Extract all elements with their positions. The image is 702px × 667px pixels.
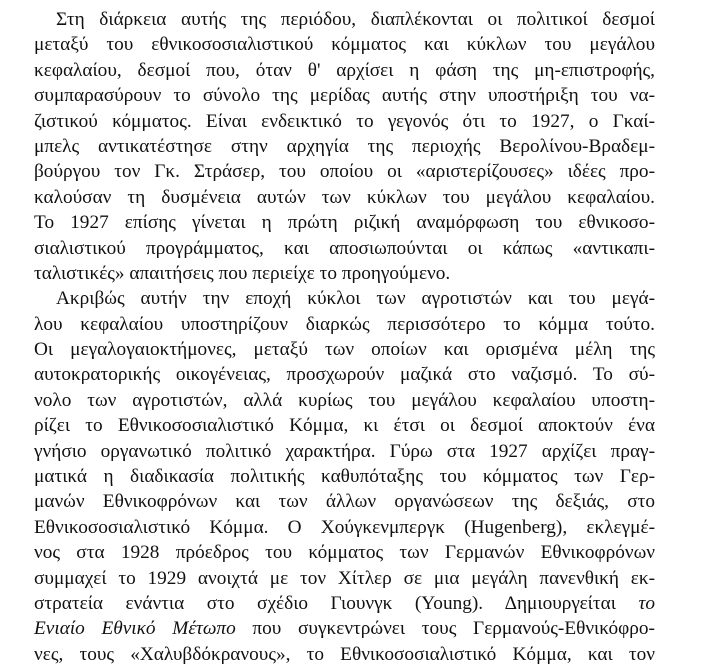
text-segment: Οι μεγαλογαιοκτήμονες, μεταξύ των οποίων και ορισμένα μέλη της — [34, 339, 655, 361]
text-line — [34, 540, 655, 565]
text-segment: μπελς αντικατέστησε στην αρχηγία της περιοχής Βερολίνου-Βραδεμ- — [34, 135, 655, 157]
text-segment: συμμαχεί το 1929 ανοιχτά με τον Χίτλερ σε μια μεγάλη πανενθική εκ- — [34, 567, 655, 589]
text-line — [34, 109, 655, 134]
text-line — [34, 642, 655, 667]
text-segment: ρίζει το Εθνικοσοσιαλιστικό Κόμμα, κι έτσι οι δεσμοί αποκτούν ένα — [34, 415, 655, 437]
text-line — [34, 261, 655, 286]
text-line — [34, 286, 655, 311]
text-line — [34, 591, 655, 616]
text-line — [34, 337, 655, 362]
document-page — [34, 7, 655, 667]
text-segment: ταλιστικές» απαιτήσεις που περιείχε το προηγούμενο. — [34, 262, 451, 284]
text-line — [34, 362, 655, 387]
text-segment: Ακριβώς αυτήν την εποχή κύκλοι των αγροτιστών και του μεγά- — [56, 288, 655, 310]
text-segment: νολο των αγροτιστών, αλλά κυρίως του μεγάλου κεφαλαίου υποστη- — [34, 389, 655, 411]
text-line — [34, 210, 655, 235]
text-line — [34, 185, 655, 210]
text-line — [34, 566, 655, 591]
text-line — [34, 489, 655, 514]
text-segment: νος στα 1928 πρόεδρος του κόμματος των Γερμανών Εθνικοφρόνων — [34, 542, 655, 564]
text-segment: Στη διάρκεια αυτής της περιόδου, διαπλέκονται οι πολιτικοί δεσμοί — [56, 9, 655, 30]
text-line — [34, 159, 655, 184]
text-segment: καλούσαν τη δυσμένεια αυτών των κύκλων του μεγάλου κεφαλαίου. — [34, 186, 655, 208]
text-segment: λου κεφαλαίου υποστηρίζουν διαρκώς περισσότερο το κόμμα τούτο. — [34, 313, 655, 335]
italic-text: το — [638, 592, 655, 614]
text-segment: ματικά η διαδικασία πολιτικής καθυπόταξης του κόμματος των Γερ- — [34, 466, 655, 488]
text-segment: σιαλιστικού προγράμματος, και αποσιωπούνται οι κάπως «αντικαπι- — [34, 237, 655, 259]
text-line — [34, 464, 655, 489]
text-line — [34, 312, 655, 337]
text-line — [34, 388, 655, 413]
text-segment: μανών Εθνικοφρόνων και των άλλων οργανώσεων της δεξιάς, στο — [34, 491, 655, 513]
text-segment: γνήσιο οργανωτικό πολιτικό χαρακτήρα. Γύρω στα 1927 αρχίζει πραγ- — [34, 440, 655, 462]
text-segment: που συγκεντρώνει τους Γερμανούς-Εθνικόφρο- — [235, 618, 655, 640]
text-segment: ζιστικού κόμματος. Είναι ενδεικτικό το γεγονός ότι το 1927, ο Γκαί- — [34, 110, 655, 132]
text-line — [34, 236, 655, 261]
text-segment: κεφαλαίου, δεσμοί που, όταν θ' αρχίσει η φάση της μη-επιστροφής, — [34, 59, 655, 81]
text-line — [34, 58, 655, 83]
text-line — [34, 32, 655, 57]
text-segment: βούργου τον Γκ. Στράσερ, του οποίου οι «αριστερίζουσες» ιδέες προ- — [34, 161, 655, 183]
text-line — [34, 134, 655, 159]
text-line — [34, 83, 655, 108]
text-line — [34, 616, 655, 641]
text-segment: συμπαρασύρουν το σύνολο της μερίδας αυτής στην υποστήριξη του να- — [34, 85, 655, 107]
text-segment: νες, τους «Χαλυβδόκρανους», το Εθνικοσοσιαλιστικό Κόμμα, και τον — [34, 643, 655, 665]
text-segment: αυτοκρατορικής οικογένειας, προσχωρούν μαζικά στο ναζισμό. Το σύ- — [34, 364, 655, 386]
text-segment: στρατεία ενάντια στο σχέδιο Γιουνγκ (Young). Δημιουργείται — [34, 592, 639, 614]
text-line — [34, 515, 655, 540]
text-line — [34, 7, 655, 32]
italic-text: Ενιαίο Εθνικό Μέτωπο — [34, 618, 236, 640]
text-line — [34, 439, 655, 464]
text-segment: μεταξύ του εθνικοσοσιαλιστικού κόμματος και κύκλων του μεγάλου — [34, 34, 655, 56]
text-line — [34, 413, 655, 438]
text-segment: Εθνικοσοσιαλιστικό Κόμμα. Ο Χούγκενμπεργκ (Hugenberg), εκλεγμέ- — [34, 516, 655, 538]
text-segment: Το 1927 επίσης γίνεται η πρώτη ριζική αναμόρφωση του εθνικοσο- — [34, 212, 655, 234]
